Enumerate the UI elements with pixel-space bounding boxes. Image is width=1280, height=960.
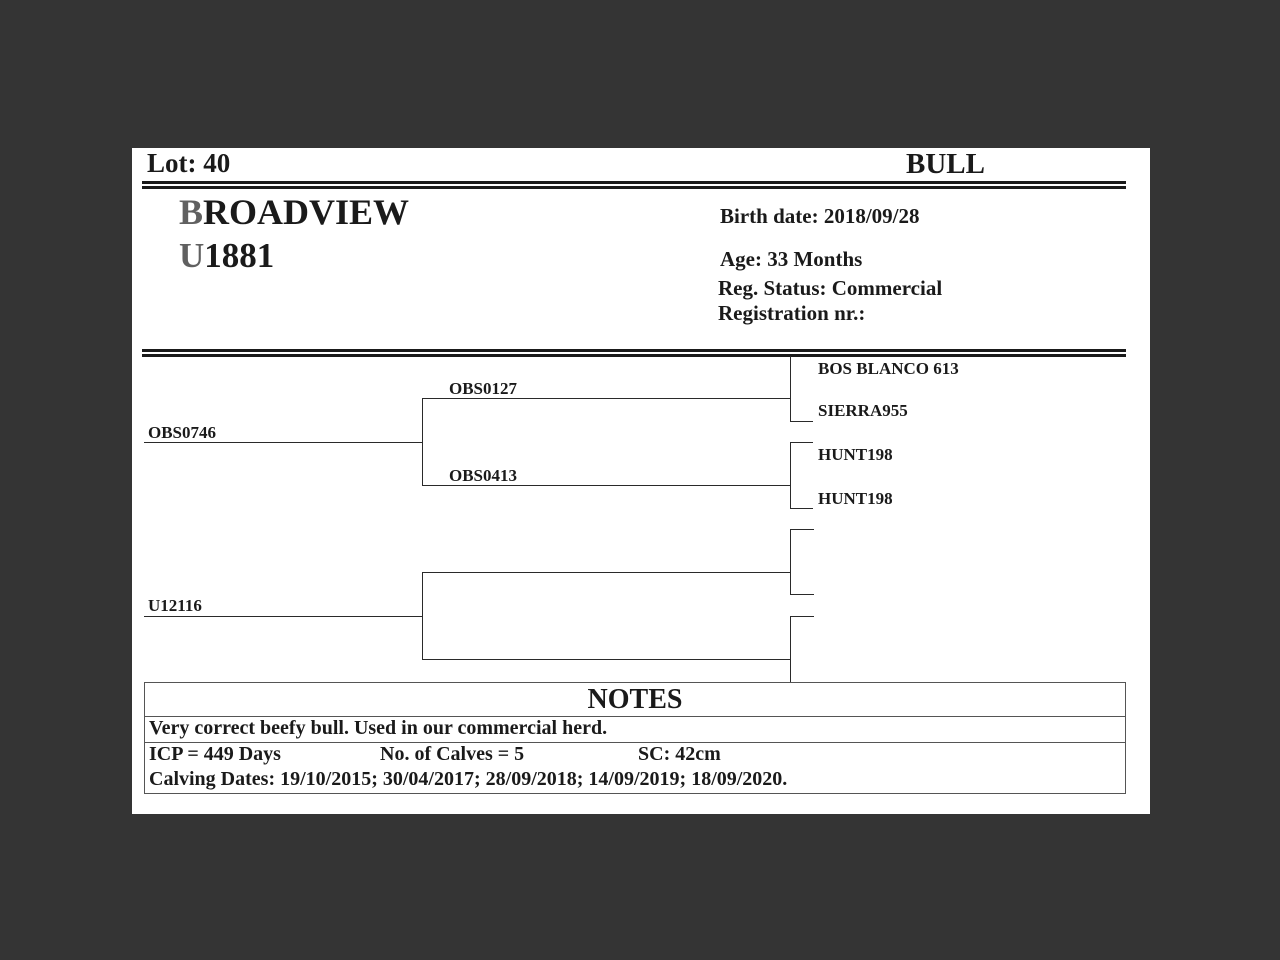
ss-dam-name: SIERRA955 [818,401,908,420]
registration-number: Registration nr.: [718,301,866,325]
sale-card [132,148,1150,814]
registration-status: Reg. Status: Commercial [718,276,943,300]
scrotal-circumference: SC: 42cm [638,743,721,765]
dam-sire-bracket [790,529,791,595]
dam-name: U12116 [148,596,202,615]
dam-bracket [422,572,423,660]
animal-name [179,190,409,234]
sire-sire-name: OBS0127 [449,379,518,398]
animal-tag-initial: U [179,236,205,275]
notes-title: NOTES [587,684,683,715]
sire-name: OBS0746 [148,423,217,442]
lot-number: Lot: 40 [147,148,231,178]
pedigree-top-rule-2 [142,354,1126,357]
header-rule-2 [142,186,1126,189]
animal-name-initial: B [179,192,204,232]
sire-dam-name: OBS0413 [449,466,518,485]
sd-sire-name: HUNT198 [818,445,893,464]
sd-dam-line [790,508,813,509]
dam-dam-bracket [790,616,791,682]
sire-sire-bracket [790,356,791,421]
sire-dam-line [422,485,790,486]
notes-box [144,682,1126,794]
sex-label: BULL [906,148,985,180]
sire-line [144,442,423,443]
dam-line [144,616,423,617]
ds-sire-line [790,529,814,530]
sire-sire-line [422,398,790,399]
age: Age: 33 Months [720,247,863,271]
sd-sire-line [790,442,813,443]
pedigree-top-rule [142,349,1126,352]
dam-sire-line [422,572,790,573]
animal-tag-rest: 1881 [204,236,275,275]
sire-dam-bracket [790,442,791,508]
dam-dam-line [422,659,790,660]
calving-dates: Calving Dates: 19/10/2015; 30/04/2017; 28/09/2018; 14/09/2019; 18/09/2020. [149,768,788,790]
sd-dam-name: HUNT198 [818,489,893,508]
icp-value: ICP = 449 Days [149,743,281,765]
sire-bracket [422,398,423,486]
dd-sire-line [790,616,814,617]
notes-divider-2 [145,742,1125,743]
header-rule [142,181,1126,184]
animal-name-rest: ROADVIEW [203,192,410,232]
birth-date: Birth date: 2018/09/28 [720,204,920,228]
animal-tag [179,234,274,278]
calves-count: No. of Calves = 5 [380,743,525,765]
ss-dam-line [790,421,813,422]
ss-sire-name: BOS BLANCO 613 [818,359,959,378]
ds-dam-line [790,594,814,595]
notes-text: Very correct beefy bull. Used in our commercial herd. [149,717,608,739]
